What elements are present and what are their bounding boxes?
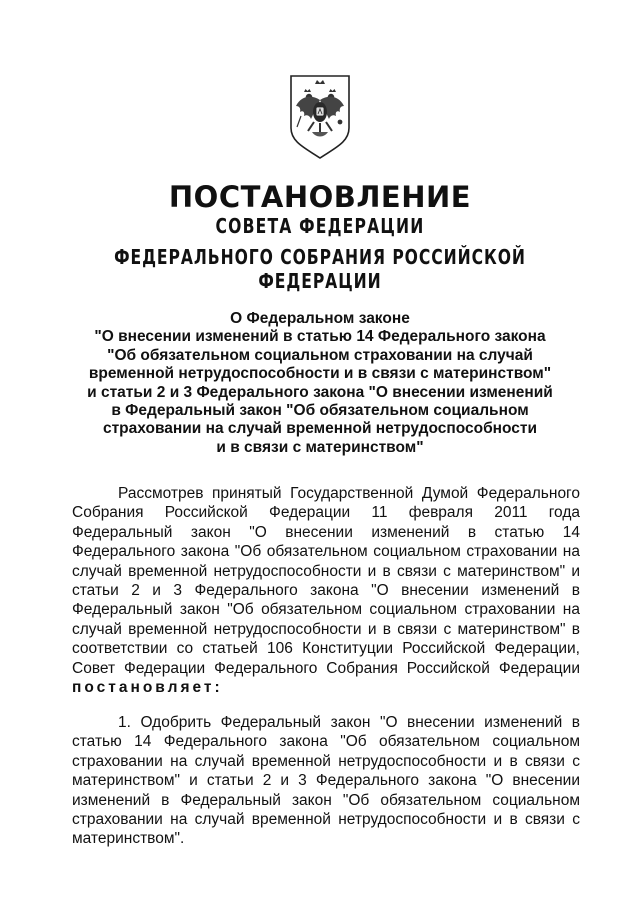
document-title: ПОСТАНОВЛЕНИЕ [168, 180, 472, 214]
issuer-line-2: ФЕДЕРАЛЬНОГО СОБРАНИЯ РОССИЙСКОЙ ФЕДЕРАЦИИ [114, 245, 526, 293]
resolves-word: постановляет: [72, 679, 223, 697]
item-1-text: Одобрить Федеральный закон "О внесении изменений в статью 14 Федерального закона "Об обязательном социальном страховании на случай временной нетрудоспособности и в связи с материнством" и статьи 2 и 3 Федерального закона "О внесении изменений в Федеральный закон "Об обязательном социальном страховании на случай временной нетрудоспособности и в связи с материнством". [72, 714, 580, 848]
preamble-text: Рассмотрев принятый Государственной Думой Федерального Собрания Российской Федерации 11 февраля 2011 года Федеральный закон "О внесении изменений в статью 14 Федерального закона "Об обязательном социальном страховании на случай временной нетрудоспособности и в связи с материнством" и статьи 2 и 3 Федерального закона "О внесении изменений в Федеральный закон "Об обязательном социальном страховании на случай временной нетрудоспособности и в связи с материнством" в соответствии со статьей 106 Конституции Российской Федерации, Совет Федерации Федерального Собрания Российской Федерации [72, 485, 580, 677]
issuer-line-1: СОВЕТА ФЕДЕРАЦИИ [215, 214, 425, 238]
item-1-paragraph [72, 713, 580, 849]
subject-line: О Федеральном законе [230, 310, 410, 327]
subject-line: в Федеральный закон "Об обязательном социальном [111, 402, 529, 420]
russian-coat-of-arms-icon [287, 72, 353, 162]
subject-line: и статьи 2 и 3 Федерального закона "О внесении изменений [87, 383, 553, 401]
preamble-paragraph [72, 484, 580, 697]
subject-line: временной нетрудоспособности и в связи с материнством" [88, 365, 552, 383]
subject-line: и в связи с материнством" [216, 438, 424, 456]
subject-line: "О внесении изменений в статью 14 Федерального закона [94, 328, 546, 346]
subject-line: "Об обязательном социальном страховании на случай [107, 346, 533, 364]
subject-heading [60, 310, 580, 457]
item-1-number: 1. [118, 714, 131, 731]
subject-line: страховании на случай временной нетрудоспособности [102, 420, 538, 438]
